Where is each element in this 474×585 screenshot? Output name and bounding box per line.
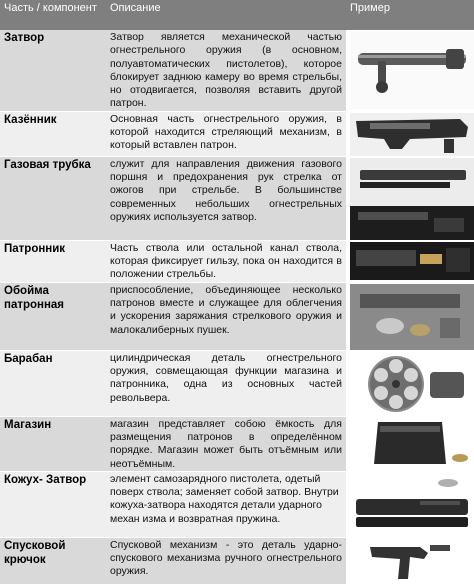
clip-image xyxy=(350,284,474,350)
trigger-image xyxy=(350,539,474,584)
part-name: Казённик xyxy=(0,111,106,156)
header-description: Описание xyxy=(106,0,346,30)
part-description: Затвор является механической частью огнестрельного оружия (в основном, полуавтоматических пистолетов), которое блокирует заднюю камеру во время стрельбы, но отодвигается, позволяя вставить другой патрон. xyxy=(106,30,346,111)
part-name: Барабан xyxy=(0,350,106,416)
chamber-image xyxy=(350,242,474,280)
part-description: магазин представляет собою ёмкость для размещения патронов в определённом порядке. Магазин может быть отъёмным или неотъёмным. xyxy=(106,416,346,471)
part-description: служит для направления движения газового поршня и предохранения рук стрелка от ожогов при стрельбе. В большинстве современных небольших огнестрельных оружиях используется затвор. xyxy=(106,156,346,240)
table-row xyxy=(0,30,474,111)
header-row xyxy=(0,0,474,30)
receiver-image xyxy=(350,113,474,156)
header-part: Часть / компонент xyxy=(0,0,106,30)
cylinder-image xyxy=(350,352,474,416)
table-row xyxy=(0,282,474,350)
magazine-image xyxy=(350,418,474,470)
gas-tube-image xyxy=(350,158,474,240)
table-row xyxy=(0,416,474,471)
part-name: Газовая трубка xyxy=(0,156,106,240)
header-example: Пример xyxy=(346,0,474,30)
part-name: Затвор xyxy=(0,30,106,111)
part-description: Часть ствола или остальной канал ствола, которая фиксирует гильзу, пока он находится в положении стрельбы. xyxy=(106,240,346,282)
part-description: Основная часть огнестрельного оружия, в которой находится стреляющий механизм, в который вставлен патрон. xyxy=(106,111,346,156)
table-row xyxy=(0,537,474,584)
table-row xyxy=(0,156,474,240)
part-name: Магазин xyxy=(0,416,106,471)
slide-image xyxy=(350,473,474,537)
part-name: Обойма патронная xyxy=(0,282,106,350)
part-name: Кожух- Затвор xyxy=(0,471,106,537)
table-row xyxy=(0,350,474,416)
part-description: элемент самозарядного пистолета, одетый поверх ствола; заменяет собой затвор. Внутри кожуха-затвора находятся детали ударного механ изма и возвратная пружина. xyxy=(106,471,346,537)
part-description: приспособление, объединяющее несколько патронов вместе и служащее для облегчения и ускорения заряжания стрелкового оружия и малокалиберных пушек. xyxy=(106,282,346,350)
part-description: цилиндрическая деталь огнестрельного оружия, совмещающая функции магазина и патронника, одна из основных частей револьвера. xyxy=(106,350,346,416)
part-name: Спусковой крючок xyxy=(0,537,106,584)
bolt-image xyxy=(350,31,474,109)
part-description: Спусковой механизм - это деталь ударно-спускового механизма ручного огнестрельного оружия. xyxy=(106,537,346,584)
table-row xyxy=(0,240,474,282)
part-name: Патронник xyxy=(0,240,106,282)
table-row xyxy=(0,471,474,537)
table-row xyxy=(0,111,474,156)
